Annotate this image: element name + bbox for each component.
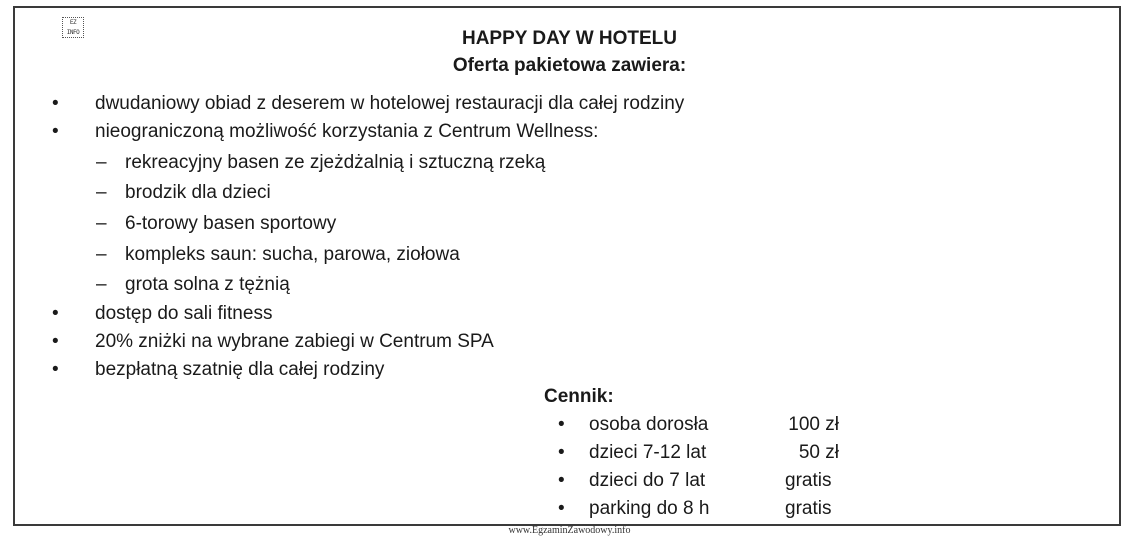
price-row-name: dzieci do 7 lat [589,470,706,491]
page-title: HAPPY DAY W HOTELU [461,28,678,49]
price-row-value: gratis [785,470,832,491]
sub-list-item: 6-torowy basen sportowy [125,213,337,234]
price-list-heading: Cennik: [544,386,614,407]
dash-icon: – [96,274,107,295]
logo-icon: EZ INFO [62,17,84,38]
price-row-value: 100 zł [788,414,839,435]
price-row-name: osoba dorosła [589,414,709,435]
bullet-icon: • [558,498,565,519]
dash-icon: – [96,182,107,203]
price-row-name: dzieci 7-12 lat [589,442,707,463]
list-item: nieograniczoną możliwość korzystania z Centrum Wellness: [95,121,599,142]
bullet-icon: • [52,303,59,324]
price-row-name: parking do 8 h [589,498,710,519]
bullet-icon: • [52,121,59,142]
bullet-icon: • [558,442,565,463]
bullet-icon: • [558,414,565,435]
list-item: dwudaniowy obiad z deserem w hotelowej restauracji dla całej rodziny [95,93,685,114]
sub-list-item: rekreacyjny basen ze zjeżdżalnią i sztuczną rzeką [125,152,546,173]
sub-list-item: kompleks saun: sucha, parowa, ziołowa [125,244,460,265]
sub-list-item: grota solna z tężnią [125,274,290,295]
list-item: 20% zniżki na wybrane zabiegi w Centrum SPA [95,331,494,352]
bullet-icon: • [52,331,59,352]
bullet-icon: • [52,93,59,114]
price-row-value: gratis [785,498,832,519]
list-item: dostęp do sali fitness [95,303,273,324]
dash-icon: – [96,152,107,173]
bullet-icon: • [558,470,565,491]
dash-icon: – [96,213,107,234]
list-item: bezpłatną szatnię dla całej rodziny [95,359,385,380]
sub-list-item: brodzik dla dzieci [125,182,271,203]
page-subtitle: Oferta pakietowa zawiera: [452,55,687,76]
footer-watermark: www.EgzaminZawodowy.info [508,525,631,536]
bullet-icon: • [52,359,59,380]
price-row-value: 50 zł [798,442,839,463]
dash-icon: – [96,244,107,265]
